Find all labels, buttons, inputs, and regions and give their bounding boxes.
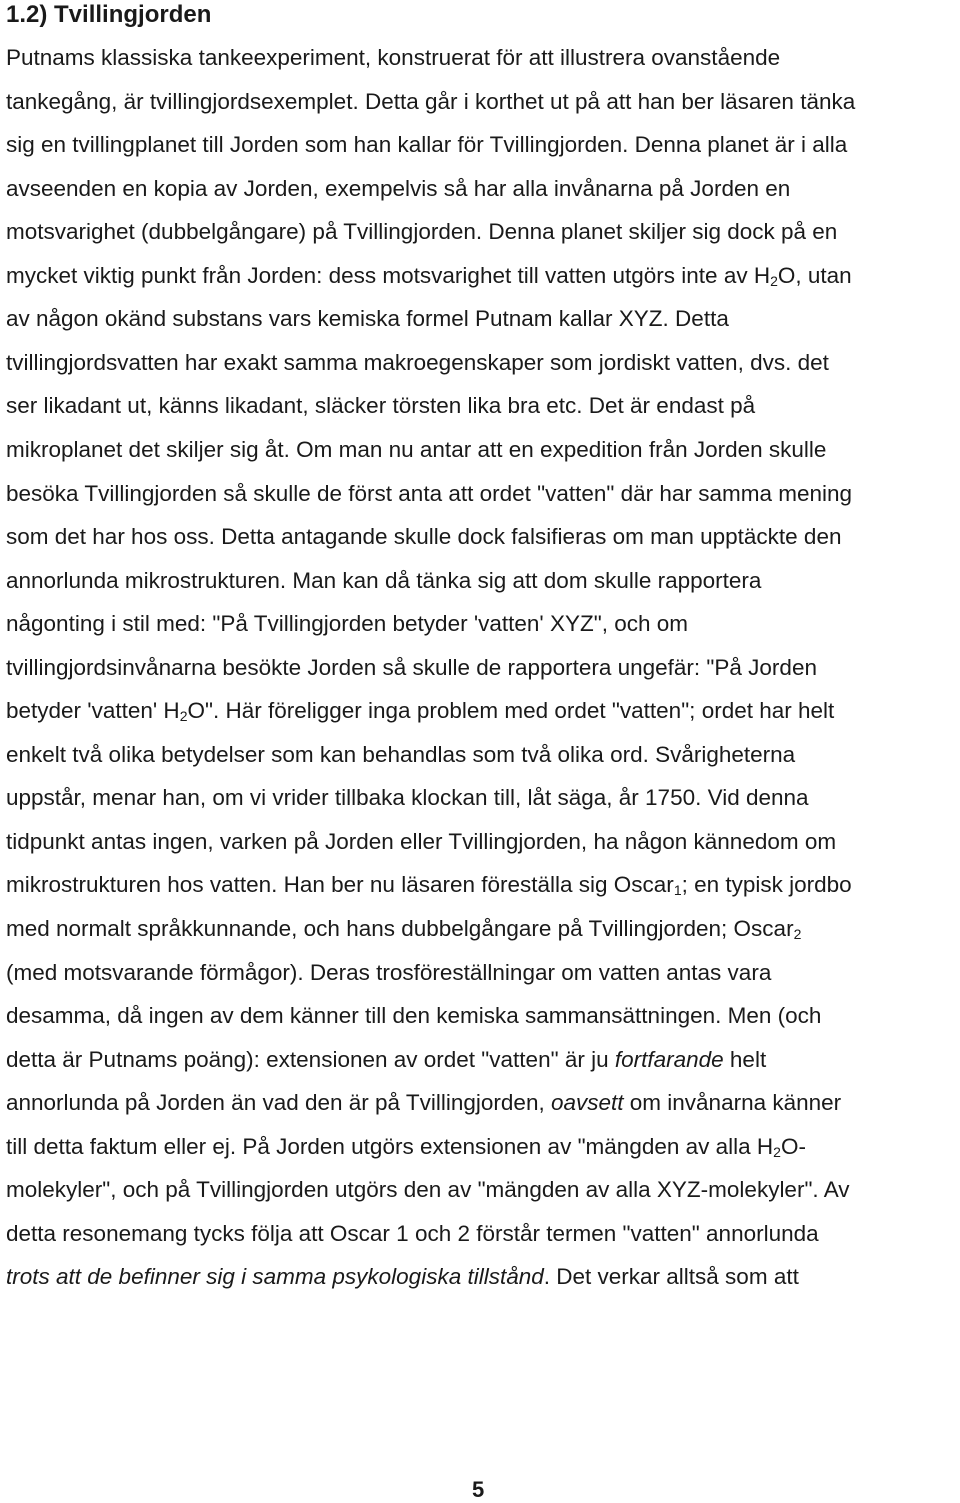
text-segment: enkelt två olika betydelser som kan behandlas som två olika ord. Svårigheterna bbox=[6, 741, 796, 767]
text-line bbox=[6, 391, 755, 421]
text-segment: som det har hos oss. Detta antagande skulle dock falsifieras om man upptäckte den bbox=[6, 524, 842, 550]
text-segment: till detta faktum eller ej. På Jorden utgörs extensionen av "mängden av alla H bbox=[6, 1133, 774, 1159]
text-segment: helt bbox=[723, 1046, 767, 1072]
text-line bbox=[6, 740, 795, 770]
subscript: 2 bbox=[773, 1143, 781, 1160]
text-segment: molekyler", och på Tvillingjorden utgörs den av "mängden av alla XYZ-molekyler". Av bbox=[6, 1177, 850, 1203]
text-segment: tvillingjordsvatten har exakt samma makroegenskaper som jordiskt vatten, dvs. det bbox=[6, 349, 829, 375]
italic-text: fortfarande bbox=[614, 1046, 724, 1072]
text-line bbox=[6, 1001, 821, 1031]
text-segment: uppstår, menar han, om vi vrider tillbaka klockan till, låt säga, år 1750. Vid denna bbox=[6, 785, 809, 811]
text-line bbox=[6, 1088, 841, 1118]
text-line bbox=[6, 870, 852, 900]
text-segment: mycket viktig punkt från Jorden: dess motsvarighet till vatten utgörs inte av H bbox=[6, 262, 771, 288]
text-line bbox=[6, 783, 809, 813]
text-segment: ; en typisk jordbo bbox=[681, 872, 852, 898]
text-segment: O, utan bbox=[777, 262, 852, 288]
text-segment: mikrostrukturen hos vatten. Han ber nu läsaren föreställa sig Oscar bbox=[6, 872, 674, 898]
text-segment: Putnams klassiska tankeexperiment, konstruerat för att illustrera ovanstående bbox=[6, 45, 781, 70]
text-segment: någonting i stil med: "På Tvillingjorden betyder 'vatten' XYZ", och om bbox=[6, 611, 688, 637]
page-number: 5 bbox=[472, 1477, 485, 1502]
text-segment: O". Här föreligger inga problem med ordet "vatten"; ordet har helt bbox=[187, 698, 835, 724]
text-segment: sig en tvillingplanet till Jorden som han kallar för Tvillingjorden. Denna planet är i alla bbox=[6, 132, 848, 158]
text-segment: tvillingjordsinvånarna besökte Jorden så skulle de rapportera ungefär: "På Jorden bbox=[6, 654, 817, 680]
text-segment: O- bbox=[780, 1133, 806, 1159]
text-segment: detta resonemang tycks följa att Oscar 1 och 2 förstår termen "vatten" annorlunda bbox=[6, 1220, 819, 1246]
text-segment: ser likadant ut, känns likadant, släcker törsten lika bra etc. Det är endast på bbox=[6, 393, 756, 419]
text-line bbox=[6, 827, 836, 857]
text-line bbox=[6, 87, 855, 117]
text-line bbox=[6, 43, 780, 73]
text-line bbox=[6, 696, 834, 726]
text-segment: motsvarighet (dubbelgångare) på Tvillingjorden. Denna planet skiljer sig dock på en bbox=[6, 219, 838, 245]
text-segment: tidpunkt antas ingen, varken på Jorden eller Tvillingjorden, ha någon kännedom om bbox=[6, 828, 837, 854]
text-line bbox=[6, 1045, 766, 1075]
text-segment: detta är Putnams poäng): extensionen av ordet "vatten" är ju bbox=[6, 1046, 615, 1072]
text-line bbox=[6, 914, 801, 944]
text-line bbox=[6, 174, 790, 204]
text-line bbox=[6, 1262, 799, 1292]
text-segment: med normalt språkkunnande, och hans dubbelgångare på Tvillingjorden; Oscar bbox=[6, 916, 794, 941]
text-line bbox=[6, 566, 761, 596]
text-line bbox=[6, 348, 829, 378]
text-segment: tankegång, är tvillingjordsexemplet. Detta går i korthet ut på att han ber läsaren tänka bbox=[6, 88, 856, 114]
text-segment: avseenden en kopia av Jorden, exempelvis så har alla invånarna på Jorden en bbox=[6, 175, 791, 201]
italic-text: oavsett bbox=[550, 1090, 624, 1116]
text-line bbox=[6, 435, 826, 465]
text-segment: . Det verkar alltså som att bbox=[543, 1264, 799, 1290]
subscript: 1 bbox=[673, 882, 682, 899]
text-line bbox=[6, 653, 817, 683]
section-heading: 1.2) Tvillingjorden bbox=[6, 1, 212, 28]
text-line bbox=[6, 217, 837, 247]
text-segment: besöka Tvillingjorden så skulle de först anta att ordet "vatten" där har samma mening bbox=[6, 480, 853, 506]
text-line bbox=[6, 609, 688, 639]
subscript: 2 bbox=[770, 272, 778, 289]
text-line bbox=[6, 130, 847, 160]
text-line bbox=[6, 261, 852, 291]
text-segment: mikroplanet det skiljer sig åt. Om man nu antar att en expedition från Jorden skulle bbox=[6, 436, 827, 462]
text-segment: betyder 'vatten' H bbox=[6, 698, 180, 724]
text-segment: annorlunda på Jorden än vad den är på Tvillingjorden, bbox=[6, 1090, 551, 1116]
text-segment: desamma, då ingen av dem känner till den kemiska sammansättningen. Men (och bbox=[6, 1003, 822, 1029]
text-segment: av någon okänd substans vars kemiska formel Putnam kallar XYZ. Detta bbox=[6, 306, 729, 332]
italic-text: trots att de befinner sig i samma psykologiska tillstånd bbox=[6, 1264, 544, 1290]
text-line bbox=[6, 1175, 850, 1205]
text-segment: om invånarna känner bbox=[623, 1090, 842, 1116]
text-segment: (med motsvarande förmågor). Deras trosföreställningar om vatten antas vara bbox=[6, 959, 772, 985]
text-line bbox=[6, 479, 852, 509]
text-line bbox=[6, 304, 729, 334]
text-line bbox=[6, 1132, 806, 1162]
subscript: 2 bbox=[793, 926, 802, 942]
text-segment: annorlunda mikrostrukturen. Man kan då tänka sig att dom skulle rapportera bbox=[6, 567, 762, 593]
text-line bbox=[6, 958, 771, 988]
text-line bbox=[6, 1219, 819, 1249]
subscript: 2 bbox=[179, 708, 188, 725]
text-line bbox=[6, 522, 841, 552]
